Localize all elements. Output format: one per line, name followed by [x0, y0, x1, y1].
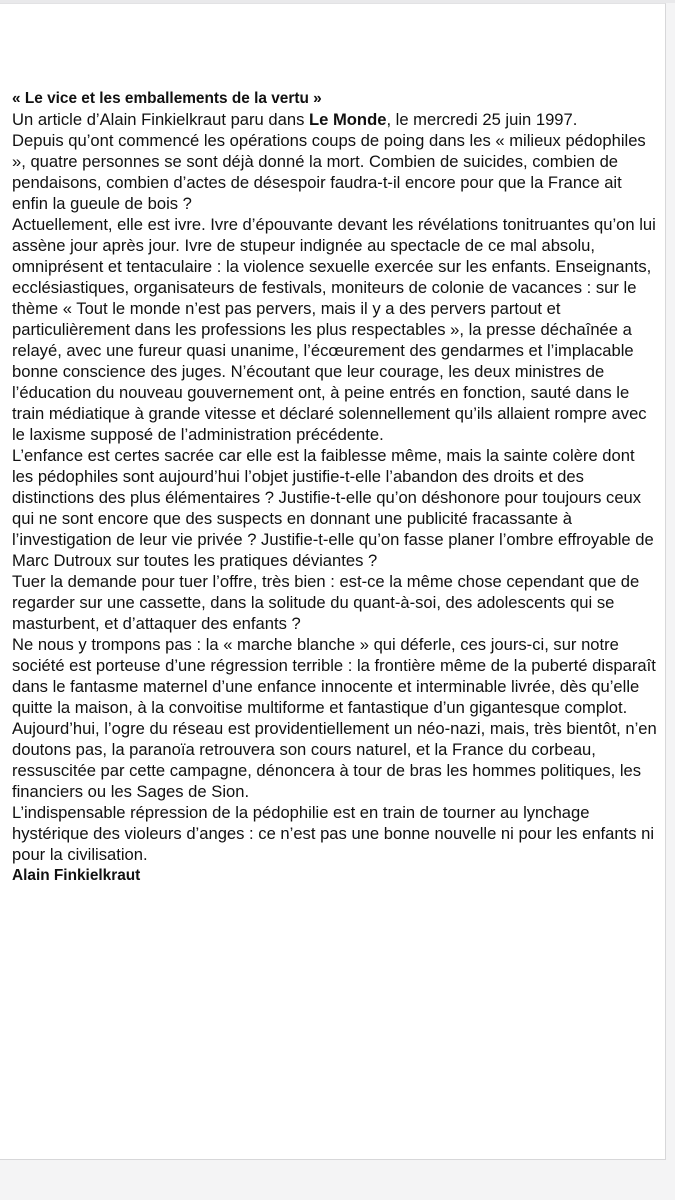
- byline-suffix: , le mercredi 25 juin 1997.: [386, 110, 578, 129]
- paragraph: Depuis qu’ont commencé les opérations coups de poing dans les « milieux pédophiles », quatre personnes se sont déjà donné la mort. Combien de suicides, combien de pendaisons, combien d’actes de désespoir faudra-t-il encore pour que la France ait enfin la gueule de bois ?: [12, 131, 646, 213]
- article-byline: [12, 109, 660, 130]
- article-title: « Le vice et les emballements de la vertu »: [12, 90, 322, 107]
- newspaper-name: Le Monde: [309, 110, 387, 129]
- viewer-background: [0, 1161, 675, 1200]
- paragraph: Tuer la demande pour tuer l’offre, très bien : est-ce la même chose cependant que de regarder sur une cassette, dans la solitude du quant-à-soi, des adolescents qui se masturbent, et d’attaquer des enfants ?: [12, 572, 640, 633]
- article-author: Alain Finkielkraut: [12, 867, 141, 884]
- paragraph: L’indispensable répression de la pédophilie est en train de tourner au lynchage hystérique des violeurs d’anges : ce n’est pas une bonne nouvelle ni pour les enfants ni pour la civilisation.: [12, 803, 655, 864]
- byline-prefix: Un article d’Alain Finkielkraut paru dans: [12, 110, 309, 129]
- paragraph: Actuellement, elle est ivre. Ivre d’épouvante devant les révélations tonitruantes qu’on lui assène jour après jour. Ivre de stupeur indignée au spectacle de ce mal absolu, omniprésent et tentaculaire : la violence sexuelle exercée sur les enfants. Enseignants, ecclésiastiques, organisateurs de festivals, moniteurs de colonie de vacances : sur le thème « Tout le monde n’est pas pervers, mais il y a des pervers partout et particulièrement dans les professions les plus respectables », la presse déchaînée a relayé, avec une fureur quasi unanime, l’écœurement des gendarmes et l’implacable bonne conscience des juges. N’écoutant que leur courage, les deux ministres de l’éducation du nouveau gouvernement ont, à peine entrés en fonction, sauté dans le train médiatique à grande vitesse et déclaré solennellement qu’ils allaient rompre avec le laxisme supposé de l’administration précédente.: [12, 215, 656, 444]
- paragraph: L’enfance est certes sacrée car elle est la faiblesse même, mais la sainte colère dont les pédophiles sont aujourd’hui l’objet justifie-t-elle l’abandon des droits et des distinctions des plus élémentaires ? Justifie-t-elle qu’on déshonore pour toujours ceux qui ne sont encore que des suspects en donnant une publicité fracassante à l’investigation de leur vie privée ? Justifie-t-elle qu’on fasse planer l’ombre effroyable de Marc Dutroux sur toutes les pratiques déviantes ?: [12, 446, 654, 570]
- article-body[interactable]: [12, 88, 660, 886]
- paragraph: Aujourd’hui, l’ogre du réseau est providentiellement un néo-nazi, mais, très bientôt, n’en doutons pas, la paranoïa retrouvera son cours naturel, et la France du corbeau, ressuscitée par cette campagne, dénoncera à tour de bras les hommes politiques, les financiers ou les Sages de Sion.: [12, 719, 657, 801]
- paragraph: Ne nous y trompons pas : la « marche blanche » qui déferle, ces jours-ci, sur notre société est porteuse d’une régression terrible : la frontière même de la puberté disparaît dans le fantasme maternel d’une enfance innocente et interminable livrée, dès qu’elle quitte la maison, à la convoitise multiforme et fantastique d’un gigantesque complot.: [12, 635, 656, 717]
